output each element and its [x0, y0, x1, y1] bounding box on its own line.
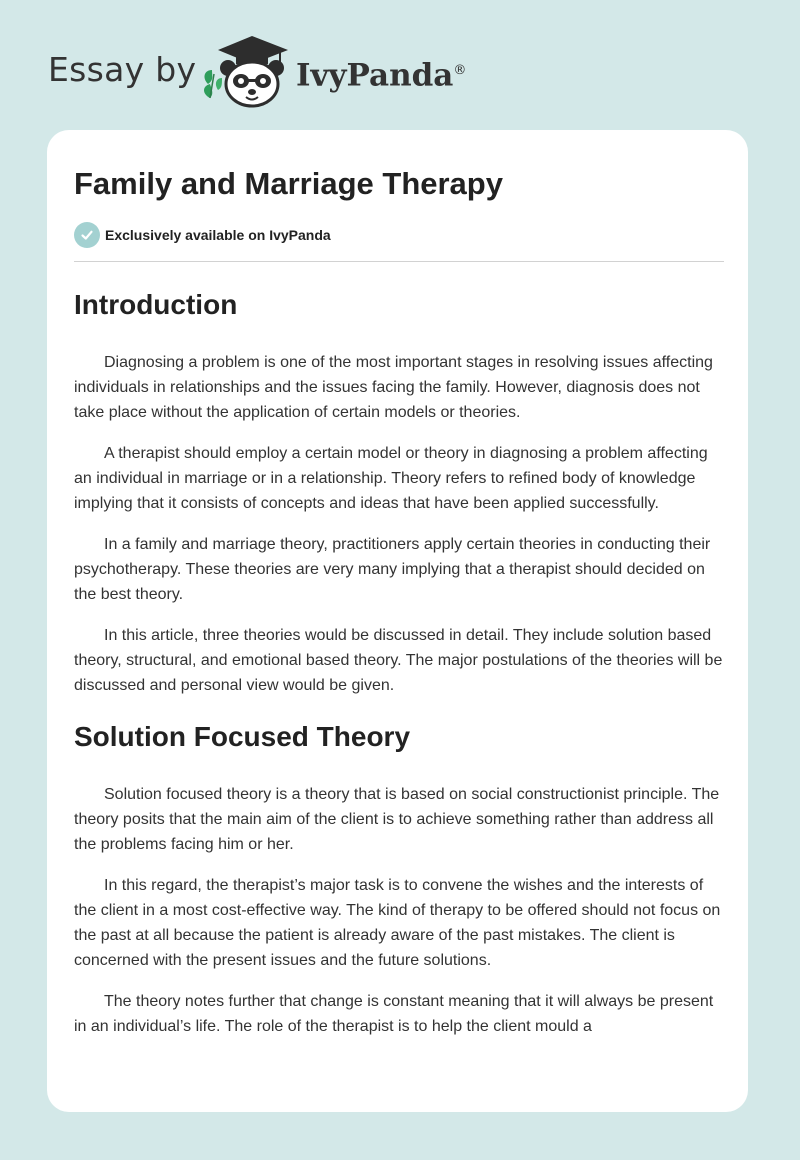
essay-by-label: Essay by: [48, 50, 197, 89]
divider: [74, 261, 724, 262]
section-heading-introduction: Introduction: [74, 289, 238, 320]
page-title: Family and Marriage Therapy: [74, 166, 503, 201]
exclusive-badge: [74, 221, 724, 249]
paragraph: A therapist should employ a certain model or theory in diagnosing a problem affecting an individual in marriage or in a relationship. Theory refers to refined body of knowledge implying that it consists of concepts and ideas that have been applied successfully.: [74, 445, 708, 512]
check-circle-icon: [74, 222, 100, 248]
paragraph: In a family and marriage theory, practitioners apply certain theories in conducting their psychotherapy. These theories are very many implying that a therapist should decided on the best theory.: [74, 536, 711, 603]
essay-content: [74, 162, 724, 1039]
brand-logo-text: IvyPanda®: [296, 57, 467, 94]
paragraph: The theory notes further that change is constant meaning that it will always be present in an individual’s life. The role of the therapist is to help the client mould a: [74, 993, 714, 1035]
exclusive-label: Exclusively available on IvyPanda: [105, 227, 331, 243]
site-header: [0, 0, 800, 120]
essay-card: [47, 130, 748, 1112]
panda-graduate-icon: [200, 34, 292, 110]
paragraph: In this article, three theories would be discussed in detail. They include solution based theory, structural, and emotional based theory. The major postulations of the theories will be discussed and personal view would be given.: [74, 627, 723, 694]
section-heading-solution-focused-theory: Solution Focused Theory: [74, 721, 411, 752]
paragraph: In this regard, the therapist’s major task is to convene the wishes and the interests of the client in a most cost-effective way. The kind of therapy to be offered should not focus on the past at all because the patient is already aware of the past mistakes. The client is concerned with the present issues and the future solutions.: [74, 877, 721, 969]
paragraph: Diagnosing a problem is one of the most important stages in resolving issues affecting individuals in relationships and the issues facing the family. However, diagnosis does not take place without the application of certain models or theories.: [74, 354, 713, 421]
paragraph: Solution focused theory is a theory that is based on social constructionist principle. The theory posits that the main aim of the client is to achieve something rather than address all the problems facing him or her.: [74, 786, 720, 853]
